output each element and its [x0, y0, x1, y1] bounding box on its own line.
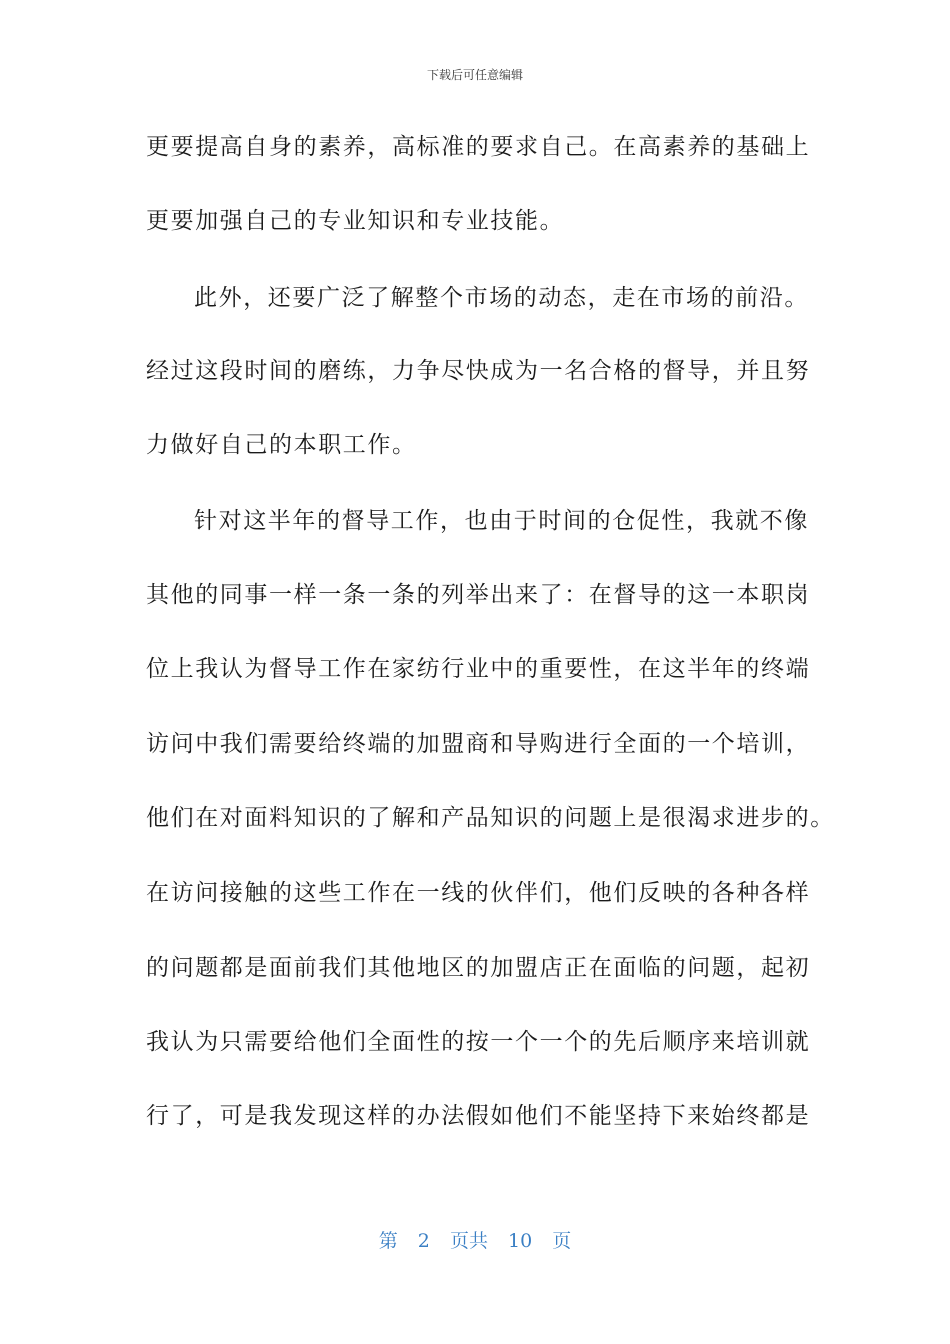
text-line: 经过这段时间的磨练，力争尽快成为一名合格的督导，并且努 [146, 358, 811, 384]
page-total-number: 10 [508, 1230, 533, 1252]
text-line: 的问题都是面前我们其他地区的加盟店正在面临的问题，起初 [146, 955, 811, 981]
paragraph-start-line: 针对这半年的督导工作，也由于时间的仓促性，我就不像 [194, 508, 809, 534]
text-line: 在访问接触的这些工作在一线的伙伴们，他们反映的各种各样 [146, 880, 811, 906]
page-footer [0, 1226, 950, 1253]
text-line: 他们在对面料知识的了解和产品知识的问题上是很渴求进步的。 [146, 805, 835, 831]
page-suffix: 页 [552, 1230, 572, 1252]
text-line: 位上我认为督导工作在家纺行业中的重要性，在这半年的终端 [146, 656, 811, 682]
page-prefix: 第 [378, 1230, 398, 1252]
text-line: 力做好自己的本职工作。 [146, 432, 417, 458]
text-line: 行了，可是我发现这样的办法假如他们不能坚持下来始终都是 [146, 1103, 811, 1129]
text-line: 更要加强自己的专业知识和专业技能。 [146, 208, 565, 234]
page-current-number: 2 [417, 1230, 430, 1252]
text-line: 我认为只需要给他们全面性的按一个一个的先后顺序来培训就 [146, 1029, 811, 1055]
page-middle: 页共 [449, 1230, 488, 1252]
text-line: 访问中我们需要给终端的加盟商和导购进行全面的一个培训， [146, 731, 811, 757]
page-header-note: 下载后可任意编辑 [426, 68, 523, 82]
paragraph-start-line: 此外，还要广泛了解整个市场的动态，走在市场的前沿。 [194, 285, 809, 311]
text-line: 其他的同事一样一条一条的列举出来了：在督导的这一本职岗 [146, 582, 811, 608]
text-line: 更要提高自身的素养，高标准的要求自己。在高素养的基础上 [146, 134, 811, 160]
